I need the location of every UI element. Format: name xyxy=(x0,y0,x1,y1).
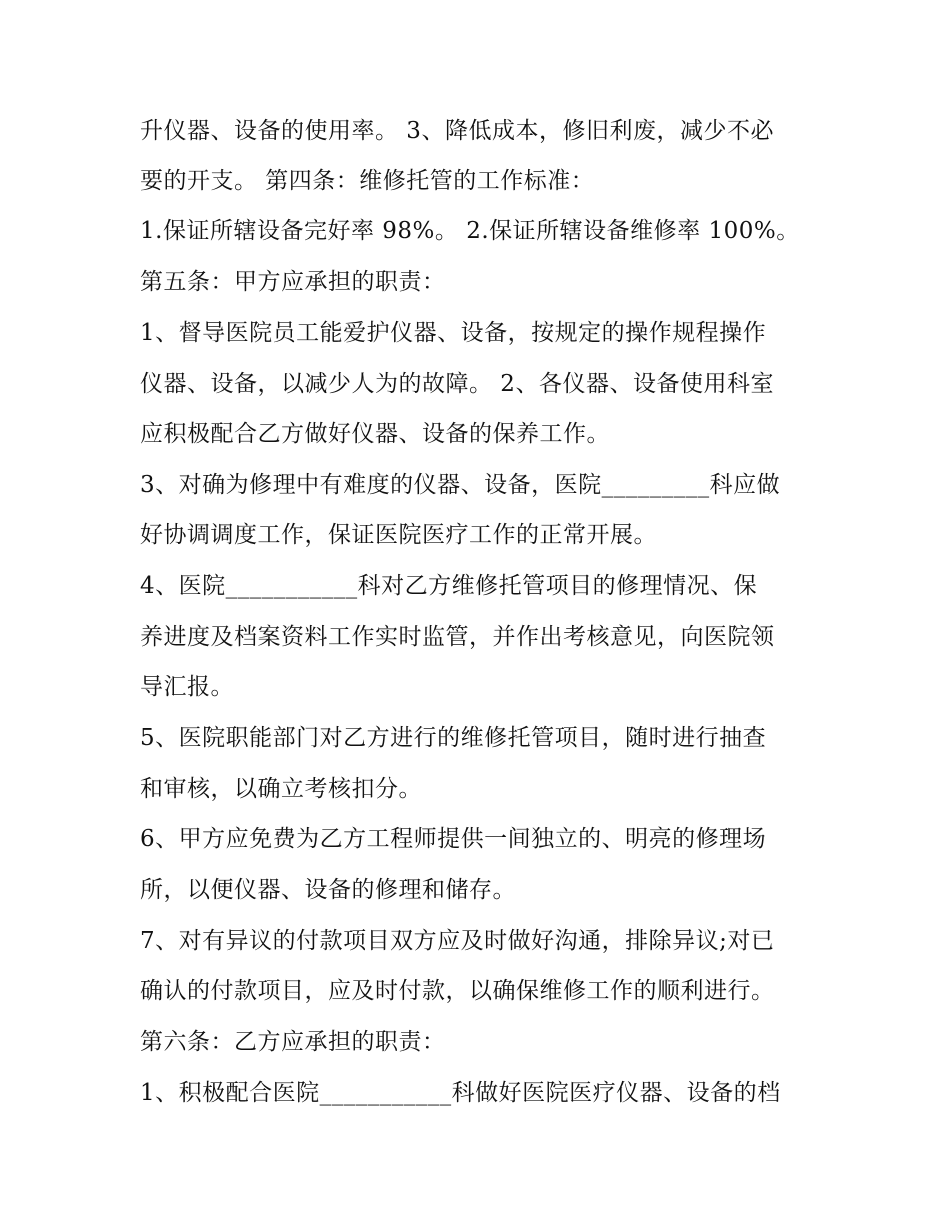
text-line: 4、医院___________科对乙方维修托管项目的修理情况、保 xyxy=(140,573,758,599)
section-heading: 第六条：乙方应承担的职责： xyxy=(140,1029,446,1055)
text-line: 3、对确为修理中有难度的仪器、设备，医院_________科应做 xyxy=(140,472,781,498)
text-line: 和审核，以确立考核扣分。 xyxy=(140,776,422,802)
text-line: 要的开支。 第四条：维修托管的工作标准： xyxy=(140,168,595,194)
text-line: 仪器、设备，以减少人为的故障。 2、各仪器、设备使用科室 xyxy=(140,371,774,397)
text-line: 好协调调度工作，保证医院医疗工作的正常开展。 xyxy=(140,522,657,548)
text-line: 7、对有异议的付款项目双方应及时做好沟通，排除异议;对已 xyxy=(140,928,775,954)
text-line: 所，以便仪器、设备的修理和储存。 xyxy=(140,877,516,903)
text-line: 确认的付款项目，应及时付款，以确保维修工作的顺利进行。 xyxy=(140,978,775,1004)
text-line: 升仪器、设备的使用率。 3、降低成本，修旧利废，减少不必 xyxy=(140,118,774,144)
text-line: 6、甲方应免费为乙方工程师提供一间独立的、明亮的修理场 xyxy=(140,826,767,852)
text-line: 应积极配合乙方做好仪器、设备的保养工作。 xyxy=(140,421,610,447)
text-line: 导汇报。 xyxy=(140,674,234,700)
text-line: 养进度及档案资料工作实时监管，并作出考核意见，向医院领 xyxy=(140,624,775,650)
section-heading: 第五条：甲方应承担的职责： xyxy=(140,269,446,295)
text-line: 1、积极配合医院___________科做好医院医疗仪器、设备的档 xyxy=(140,1080,781,1106)
text-line: 1.保证所辖设备完好率 98%。 2.保证所辖设备维修率 100%。 xyxy=(140,218,800,244)
text-line: 5、医院职能部门对乙方进行的维修托管项目，随时进行抽查 xyxy=(140,725,767,751)
text-line: 1、督导医院员工能爱护仪器、设备，按规定的操作规程操作 xyxy=(140,320,767,346)
